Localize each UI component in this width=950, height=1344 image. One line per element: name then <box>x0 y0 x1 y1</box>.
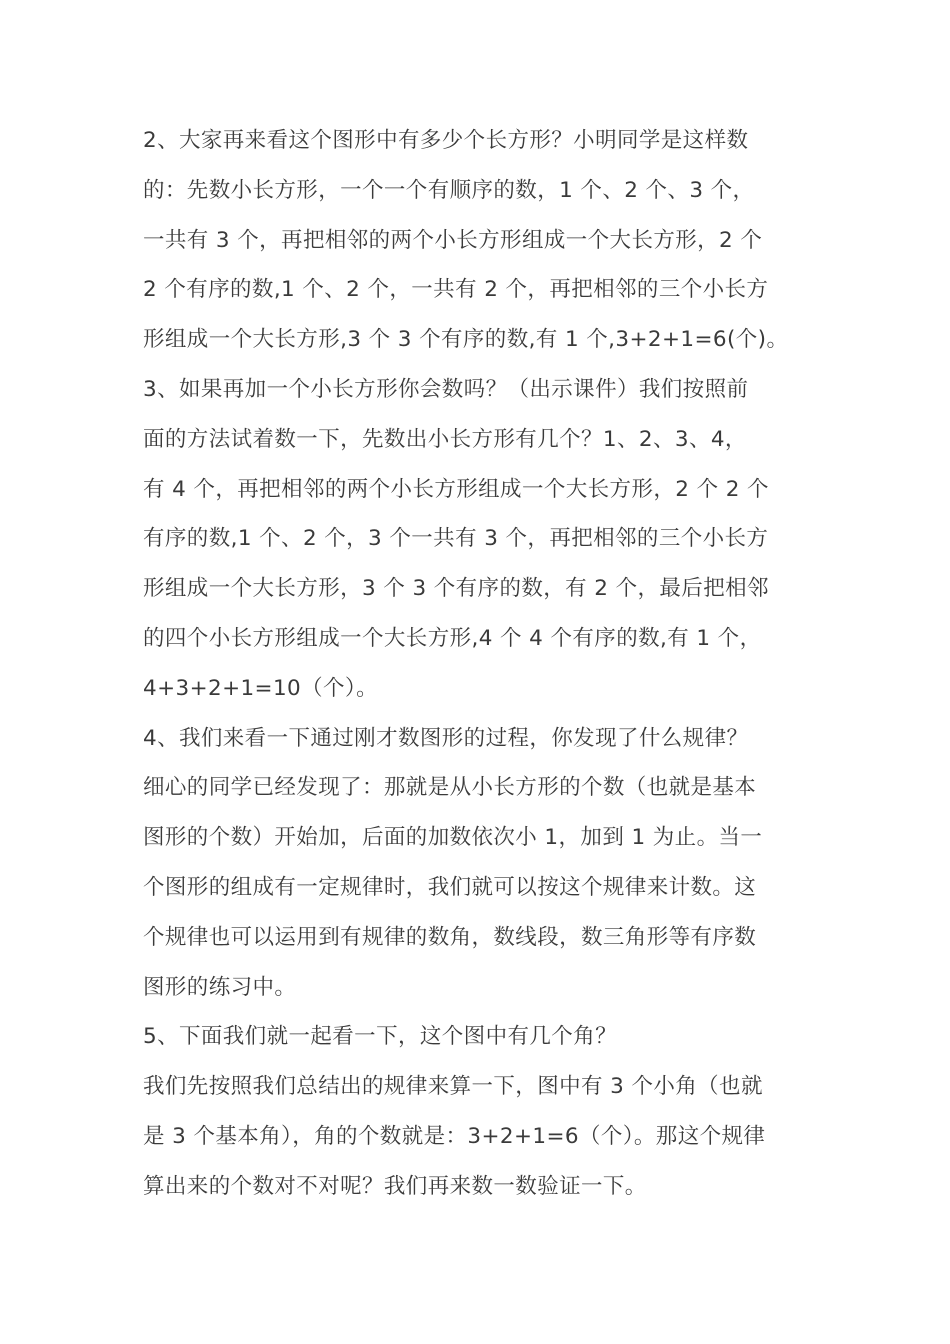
text-line: 有序的数,1 个、2 个，3 个一共有 3 个，再把相邻的三个小长方 <box>143 526 769 552</box>
text-line: 算出来的个数对不对呢？我们再来数一数验证一下。 <box>143 1173 647 1199</box>
text-line: 形组成一个大长方形，3 个 3 个有序的数，有 2 个，最后把相邻 <box>143 576 769 602</box>
text-line: 2 个有序的数,1 个、2 个，一共有 2 个，再把相邻的三个小长方 <box>143 277 769 303</box>
text-line: 一共有 3 个，再把相邻的两个小长方形组成一个大长方形，2 个 <box>143 227 763 253</box>
text-line: 4+3+2+1=10（个）。 <box>143 675 378 701</box>
text-line: 3、如果再加一个小长方形你会数吗？（出示课件）我们按照前 <box>143 376 749 402</box>
text-line: 2、大家再来看这个图形中有多少个长方形？小明同学是这样数 <box>143 128 749 153</box>
document-body <box>143 116 813 1212</box>
text-line: 细心的同学已经发现了：那就是从小长方形的个数（也就是基本 <box>143 775 757 801</box>
text-line: 的：先数小长方形，一个一个有顺序的数，1 个、2 个、3 个， <box>143 177 755 203</box>
text-line: 面的方法试着数一下，先数出小长方形有几个？1、2、3、4， <box>143 426 747 452</box>
text-line: 我们先按照我们总结出的规律来算一下，图中有 3 个小角（也就 <box>143 1074 763 1100</box>
text-line: 个图形的组成有一定规律时，我们就可以按这个规律来计数。这 <box>143 874 757 900</box>
text-line: 5、下面我们就一起看一下，这个图中有几个角？ <box>143 1024 617 1050</box>
text-line: 是 3 个基本角），角的个数就是：3+2+1=6（个）。那这个规律 <box>143 1123 766 1149</box>
text-line: 图形的练习中。 <box>143 974 297 1000</box>
text-line: 的四个小长方形组成一个大长方形,4 个 4 个有序的数,有 1 个， <box>143 625 762 651</box>
text-line: 有 4 个，再把相邻的两个小长方形组成一个大长方形，2 个 2 个 <box>143 476 769 502</box>
text-line: 形组成一个大长方形,3 个 3 个有序的数,有 1 个,3+2+1=6(个)。 <box>143 327 789 353</box>
text-line: 个规律也可以运用到有规律的数角，数线段，数三角形等有序数 <box>143 924 757 950</box>
text-line: 4、我们来看一下通过刚才数图形的过程，你发现了什么规律？ <box>143 725 749 751</box>
text-line: 图形的个数）开始加，后面的加数依次小 1，加到 1 为止。当一 <box>143 825 763 851</box>
